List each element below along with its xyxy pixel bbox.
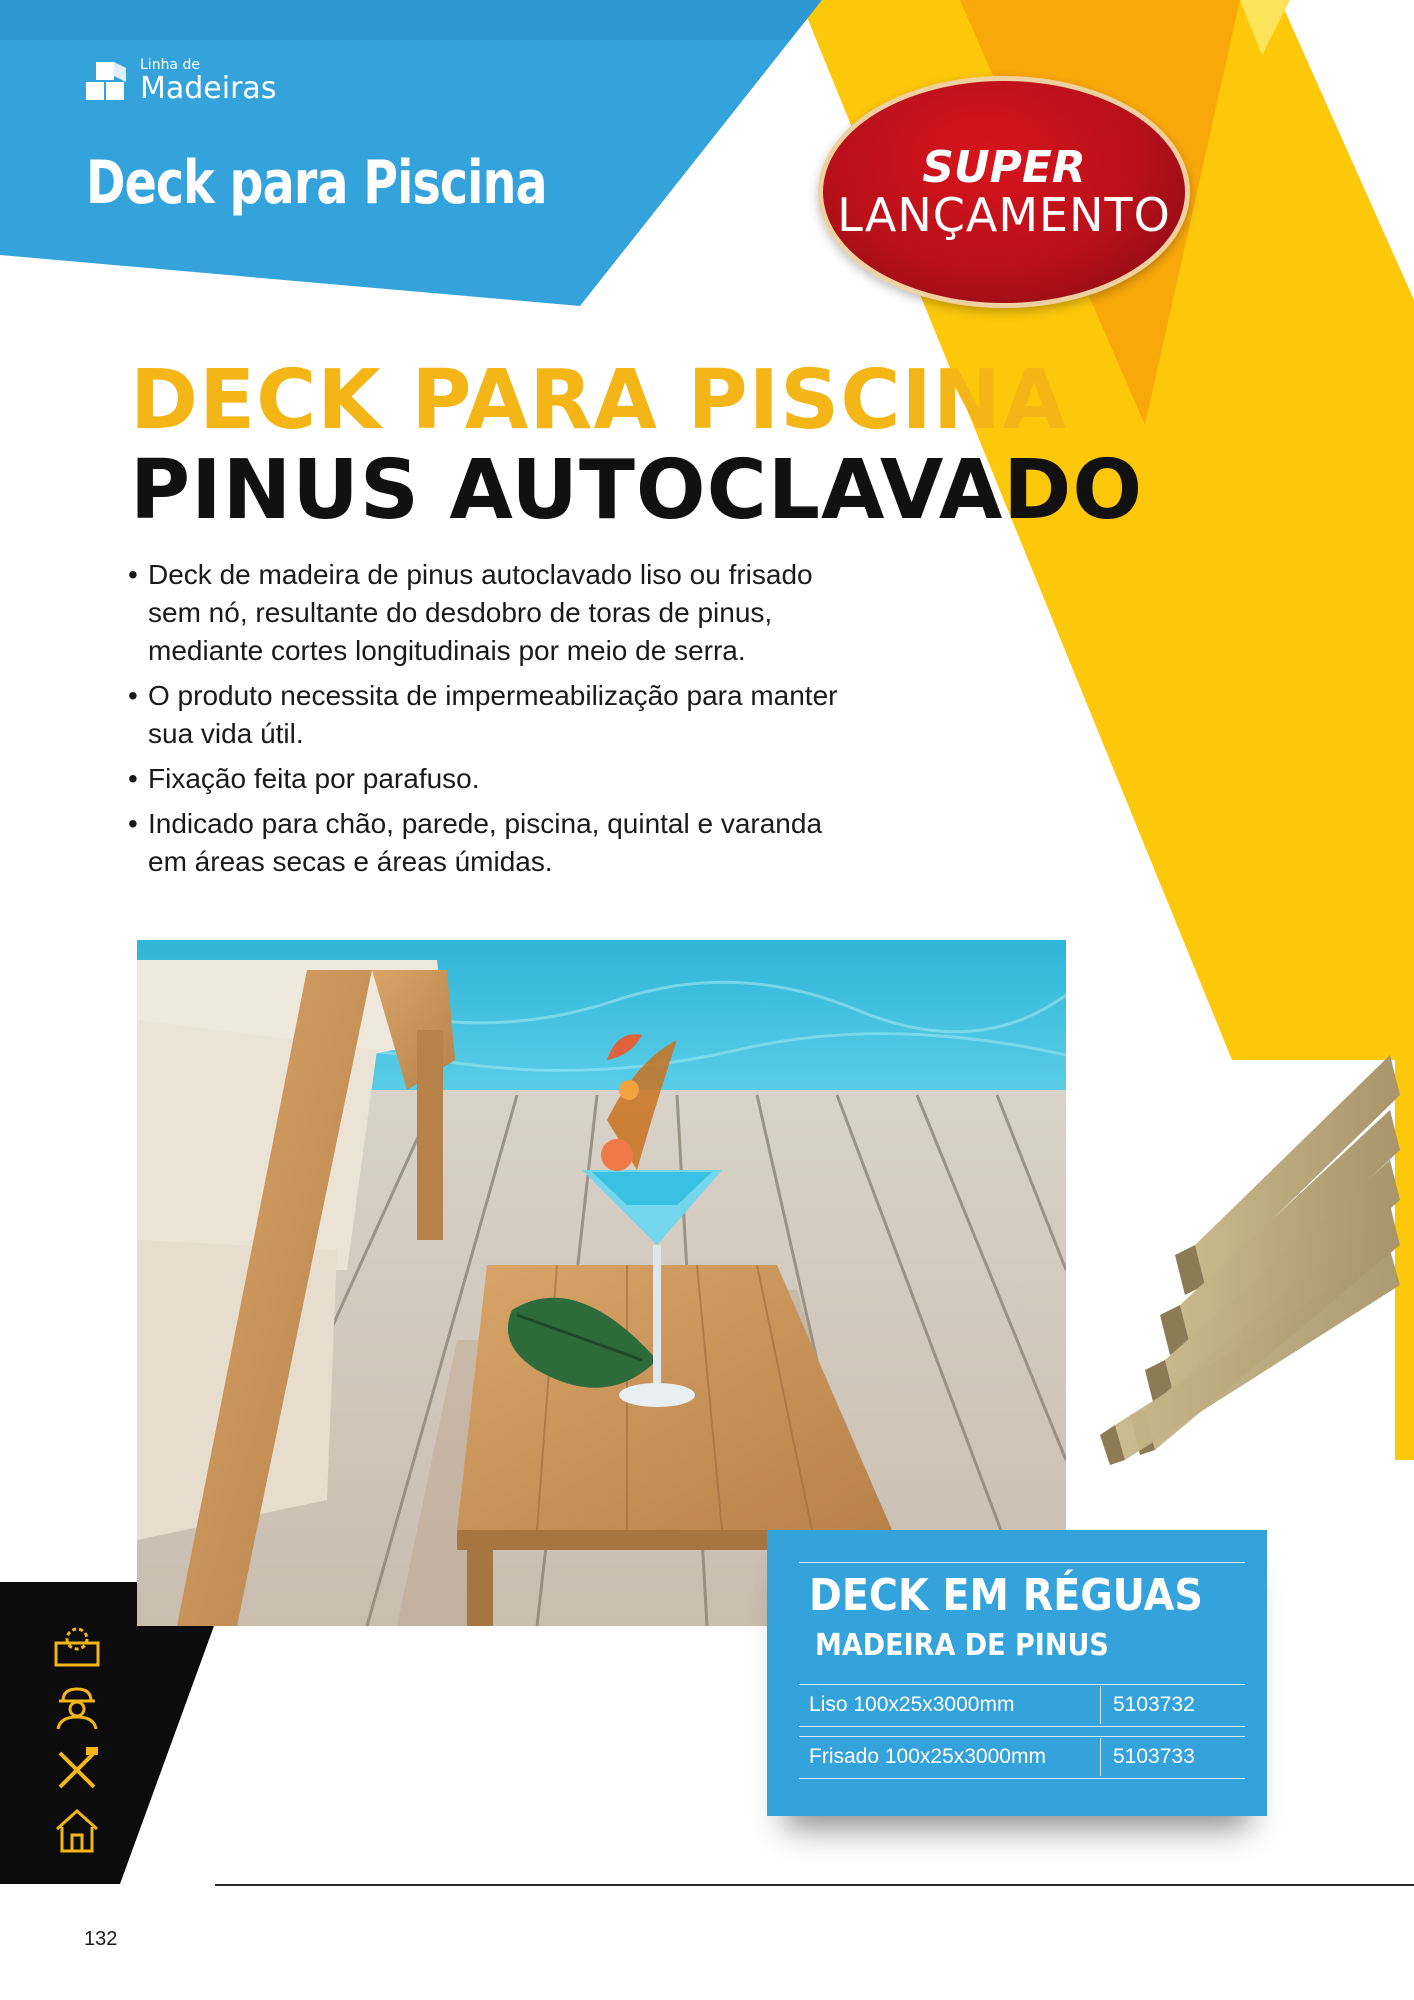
feature-item: • O produto necessita de impermeabilização para manter sua vida útil. [126, 677, 866, 753]
worker-icon [52, 1683, 102, 1731]
spec-row-description: Frisado 100x25x3000mm [809, 1745, 1046, 1768]
product-heading-2: PINUS AUTOCLAVADO [130, 443, 1144, 538]
brand-logo [84, 58, 276, 104]
badge-line-2: LANÇAMENTO [837, 187, 1171, 242]
section-title: Deck para Piscina [86, 148, 547, 218]
category-icons [52, 1625, 104, 1853]
black-side-tab [0, 1582, 230, 1884]
spec-box-rule [799, 1684, 1245, 1685]
plank-stack [1100, 1055, 1400, 1465]
saw-icon [52, 1625, 102, 1669]
spec-row-code: 5103733 [1113, 1745, 1195, 1768]
spec-box-title: DECK EM RÉGUAS [809, 1570, 1203, 1621]
blue-header-shade [0, 0, 822, 40]
spec-box-rule [799, 1736, 1245, 1737]
footer-divider [215, 1884, 1414, 1886]
badge-line-1: SUPER [922, 141, 1086, 193]
spec-box-column-separator [1100, 1738, 1101, 1776]
spec-row-description: Liso 100x25x3000mm [809, 1693, 1015, 1716]
pine-planks-image [1090, 1055, 1400, 1465]
boards-logo-icon [84, 58, 130, 104]
tools-icon [52, 1745, 102, 1793]
product-spec-box [767, 1530, 1267, 1816]
feature-item: • Fixação feita por parafuso. [126, 760, 866, 798]
feature-list [126, 556, 866, 888]
logo-big-text: Madeiras [140, 71, 277, 106]
spec-box-subtitle: MADEIRA DE PINUS [815, 1628, 1109, 1663]
spec-box-column-separator [1100, 1686, 1101, 1724]
page-number: 132 [84, 1928, 118, 1950]
house-icon [52, 1807, 102, 1853]
product-heading-1: DECK PARA PISCINA [130, 353, 1067, 448]
logo-small-text: Linha de [140, 57, 200, 73]
spec-box-rule [799, 1778, 1245, 1779]
launch-badge [818, 76, 1190, 308]
spec-box-top-rule [799, 1562, 1245, 1563]
feature-item: • Deck de madeira de pinus autoclavado liso ou frisado sem nó, resultante do desdobro de toras de pinus, mediante cortes longitudinais por meio de serra. [126, 556, 866, 670]
logo-text [140, 58, 276, 104]
spec-box-rule [799, 1726, 1245, 1727]
feature-item: • Indicado para chão, parede, piscina, quintal e varanda em áreas secas e áreas úmidas. [126, 805, 866, 881]
spec-row-code: 5103732 [1113, 1693, 1195, 1716]
pool-deck-photo [137, 940, 1066, 1626]
